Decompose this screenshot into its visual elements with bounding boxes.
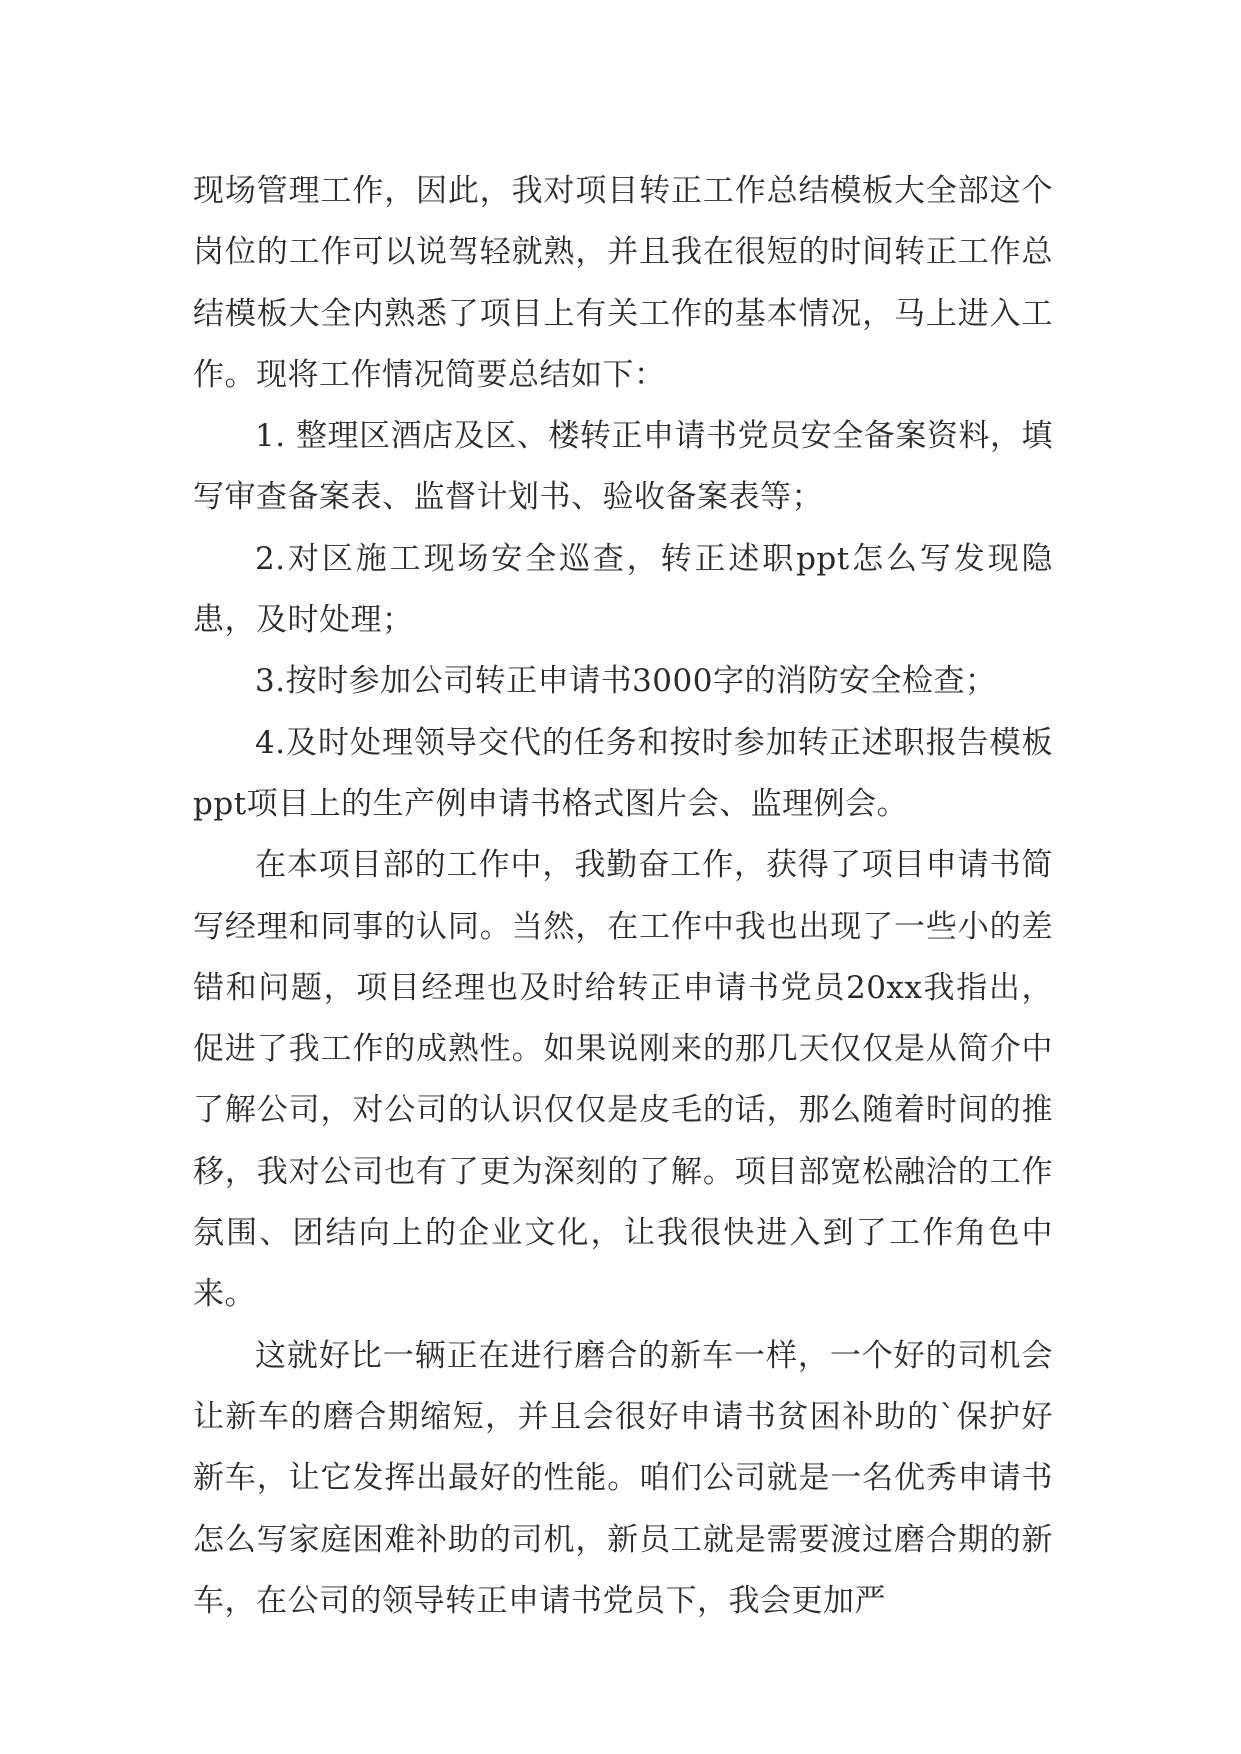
paragraph-item-1: 1. 整理区酒店及区、楼转正申请书党员安全备案资料，填写审查备案表、监督计划书、验收备案表等； xyxy=(193,418,1053,516)
paragraph-item-2: 2.对区施工现场安全巡查，转正述职ppt怎么写发现隐患，及时处理； xyxy=(193,540,1053,639)
document-body xyxy=(193,161,1053,1632)
paragraph-item-4: 4.及时处理领导交代的任务和按时参加转正述职报告模板ppt项目上的生产例申请书格式图片会、监理例会。 xyxy=(193,724,1053,822)
paragraph-intro: 现场管理工作，因此，我对项目转正工作总结模板大全部这个岗位的工作可以说驾轻就熟，并且我在很短的时间转正工作总结模板大全内熟悉了项目上有关工作的基本情况，马上进入工作。现将工作情况简要总结如下： xyxy=(193,173,1053,393)
paragraph-item-3: 3.按时参加公司转正申请书3000字的消防安全检查； xyxy=(255,663,997,700)
paragraph-work-review: 在本项目部的工作中，我勤奋工作，获得了项目申请书简写经理和同事的认同。当然，在工作中我也出现了一些小的差错和问题，项目经理也及时给转正申请书党员20xx我指出，促进了我工作的成熟性。如果说刚来的那几天仅仅是从简介中了解公司，对公司的认识仅仅是皮毛的话，那么随着时间的推移，我对公司也有了更为深刻的了解。项目部宽松融洽的工作氛围、团结向上的企业文化，让我很快进入到了工作角色中来。 xyxy=(193,847,1053,1313)
paragraph-analogy: 这就好比一辆正在进行磨合的新车一样，一个好的司机会让新车的磨合期缩短，并且会很好申请书贫困补助的`保护好新车，让它发挥出最好的性能。咱们公司就是一名优秀申请书怎么写家庭困难补助的司机，新员工就是需要渡过磨合期的新车，在公司的领导转正申请书党员下，我会更加严 xyxy=(193,1337,1053,1619)
